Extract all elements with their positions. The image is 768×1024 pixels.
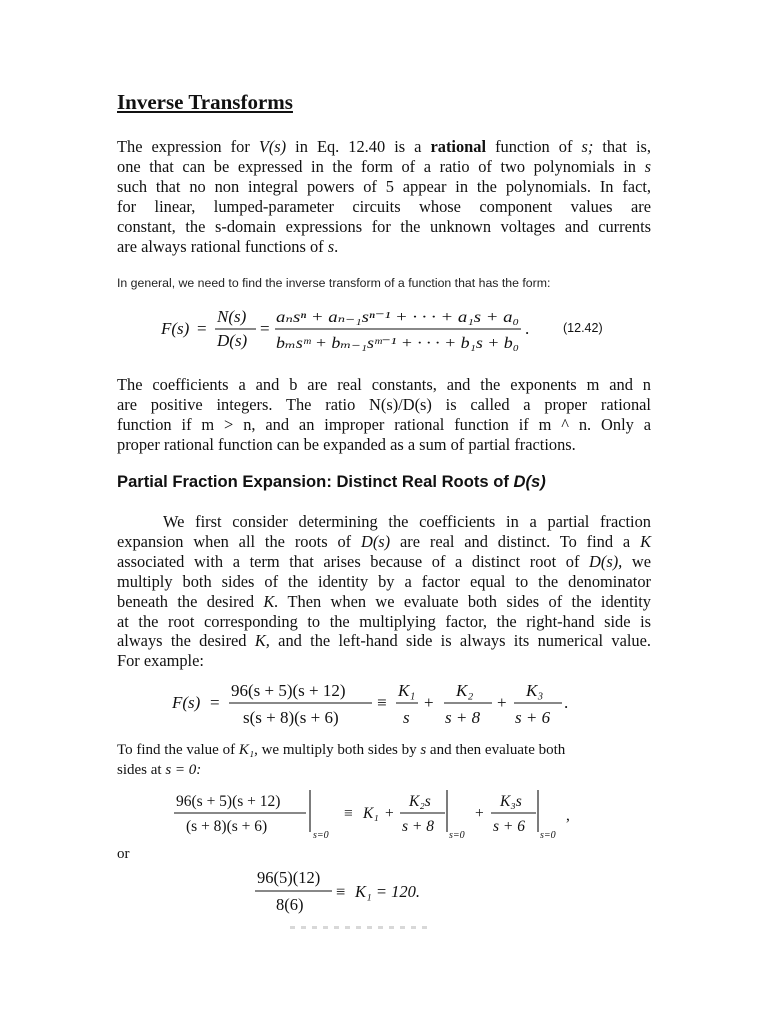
result-numerator: 96(5)(12) (257, 868, 321, 887)
eval-sub: s=0 (313, 830, 329, 841)
equation-12-42 (0, 300, 768, 360)
intro-line: are always rational functions of s. (117, 236, 339, 256)
example-equals: = (210, 693, 220, 712)
example-plus: + (424, 693, 434, 712)
eval-k3s: K₃s (500, 793, 522, 810)
example-equation (0, 674, 768, 744)
example-denominator: s(s + 8)(s + 6) (243, 708, 339, 727)
intro-paragraph (117, 137, 651, 256)
result-rhs: K₁ = 120. (355, 882, 421, 901)
pfe-line: beneath the desired K. Then when we evaluate both sides of the identity (117, 591, 651, 611)
pfe-line: at the root corresponding to the multiplying factor, the right-hand side is (117, 611, 651, 631)
equation-number: (12.42) (563, 321, 603, 335)
pfe-paragraph (117, 512, 651, 671)
find-k1-paragraph (117, 740, 637, 780)
eval-k2s: K₂s (409, 793, 431, 810)
eval-comma: , (566, 807, 570, 824)
result-equation (0, 862, 768, 922)
page-title: Inverse Transforms (117, 90, 293, 114)
pfe-line: always the desired K, and the left-hand side is always its numerical value. (117, 631, 652, 651)
intro-line: for linear, lumped-parameter circuits whose component values are (117, 196, 651, 216)
example-k2: K₂ (456, 681, 474, 700)
eq-numerator-poly: aₙsⁿ + aₙ₋₁sⁿ⁻¹ + · · · + a₁s + a₀ (276, 309, 519, 326)
example-k3: K₃ (526, 681, 544, 700)
example-equiv: ≡ (377, 693, 387, 712)
eq-denominator-poly: bₘsᵐ + bₘ₋₁sᵐ⁻¹ + · · · + b₁s + b₀ (276, 335, 519, 352)
eval-denominator: (s + 8)(s + 6) (186, 818, 268, 835)
eq-denominator-ds: D(s) (217, 331, 248, 350)
eq-equals: = (197, 319, 207, 338)
intro-line: one that can be expressed in the form of a ratio of two polynomials in s (117, 156, 651, 176)
pfe-line: multiply both sides of the identity by a factor equal to the denominator (117, 571, 651, 591)
example-plus: + (497, 693, 507, 712)
pfe-line: For example: (117, 651, 204, 671)
example-lhs: F(s) (172, 693, 201, 712)
eval-k3s-den: s + 6 (493, 818, 525, 835)
eq-numerator-ns: N(s) (217, 307, 247, 326)
find-k1-line: To find the value of K₁, we multiply both sides by s and then evaluate both (117, 742, 566, 758)
pfe-line: We first consider determining the coefficients in a partial fraction (163, 512, 651, 531)
example-k1-den: s (403, 708, 410, 727)
eval-equiv: ≡ (344, 805, 353, 822)
coef-line: The coefficients a and b are real constants, and the exponents m and n (117, 375, 651, 394)
eval-plus: + (385, 805, 394, 822)
result-denominator: 8(6) (276, 895, 304, 914)
eval-numerator: 96(s + 5)(s + 12) (176, 793, 281, 810)
eq-equals: = (260, 319, 270, 338)
or-word: or (117, 846, 130, 862)
eval-sub: s=0 (449, 830, 465, 841)
coef-line: function if m > n, and an improper rational function if m ^ n. Only a (117, 414, 651, 434)
example-k2-den: s + 8 (445, 708, 481, 727)
example-numerator: 96(s + 5)(s + 12) (231, 681, 346, 700)
result-equiv: ≡ (336, 882, 346, 901)
eval-sub: s=0 (540, 830, 556, 841)
section-heading: Partial Fraction Expansion: Distinct Real Roots of D(s) (117, 472, 546, 491)
eval-plus: + (475, 805, 484, 822)
intro-line: constant, the s-domain expressions for the unknown voltages and currents (117, 216, 651, 236)
eval-k1: K₁ (363, 805, 379, 822)
example-period: . (564, 693, 569, 712)
pfe-line: expansion when all the roots of D(s) are real and distinct. To find a K (117, 531, 651, 551)
pfe-line: associated with a term that arises because of a distinct root of D(s), we (117, 551, 651, 571)
eq-lhs: F(s) (161, 319, 190, 338)
example-k3-den: s + 6 (515, 708, 551, 727)
find-k1-line: sides at s = 0: (117, 762, 202, 778)
coefficient-paragraph (117, 375, 651, 455)
cutoff-artifact (290, 926, 430, 929)
intro-line: such that no non integral powers of 5 appear in the polynomials. In fact, (117, 176, 651, 196)
coef-line: are positive integers. The ratio N(s)/D(s) is called a proper rational (117, 394, 651, 414)
general-form-sentence: In general, we need to find the inverse transform of a function that has the form: (117, 276, 551, 290)
example-k1: K₁ (398, 681, 416, 700)
eq-period: . (525, 319, 530, 338)
coef-line: proper rational function can be expanded as a sum of partial fractions. (117, 434, 576, 454)
eval-k2s-den: s + 8 (402, 818, 434, 835)
intro-line: The expression for V(s) in Eq. 12.40 is a rational function of s; that is, (117, 137, 651, 156)
evaluation-equation (0, 786, 768, 846)
